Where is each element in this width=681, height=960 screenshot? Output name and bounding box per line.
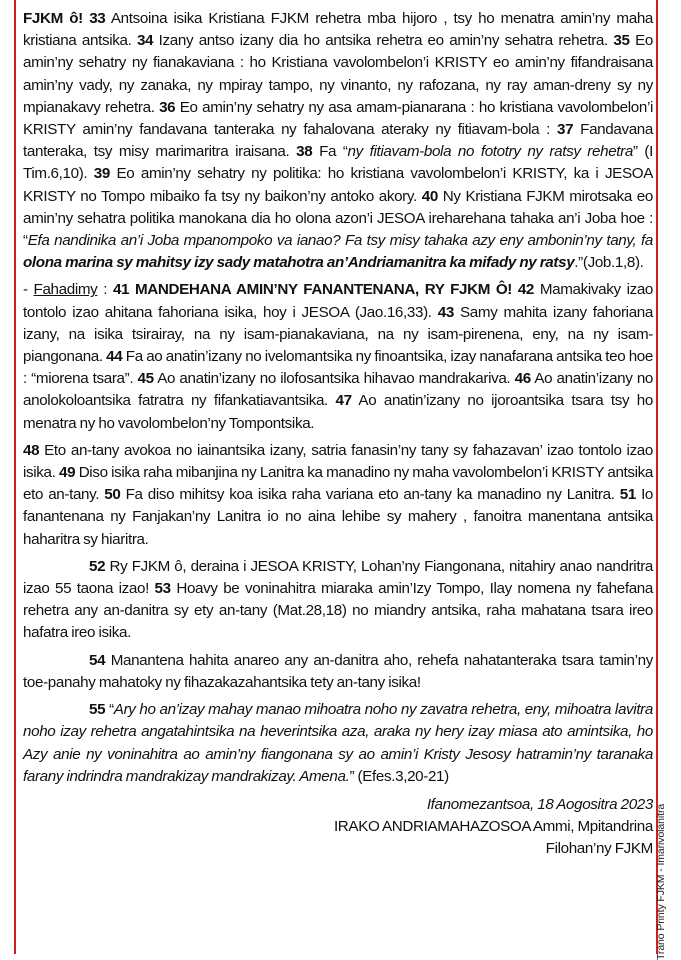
verse-text: Eo amin’ny sehatry ny politika: ho kristiana vavolombelon’i KRISTY, ka i JESOA KRISTY no Tompo mibaiko fa tsy ny baikon’ny antoko akory. (23, 165, 653, 205)
verse-text: Eo amin’ny sehatry ny fianakaviana : ho Kristiana vavolombelon’i KRISTY eo amin’ny fifandraisana amin’ny vady, ny zanaka, ny mpiray tampo, ny vinanto, ny rafozana, ny ray aman-dreny sy ny mpianakavy rehetra. (23, 32, 653, 116)
verse-text: Diso isika raha mibanjina ny Lanitra ka manadino ny maha vavolombelon’i KRISTY antsika eto an-tany. (23, 464, 654, 504)
verse-number: 38 (296, 143, 313, 161)
paragraph-54 (23, 650, 653, 694)
verse-number: 47 (335, 392, 352, 410)
verse-number: 33 (89, 10, 106, 27)
scripture-reference: .”(Job.1,8). (574, 254, 644, 272)
verse-text: Fa diso mihitsy koa isika raha variana eto an-tany ka manadino ny Lanitra. (125, 486, 615, 504)
verse-number: 34 (136, 32, 154, 50)
verse-number: 45 (137, 370, 154, 388)
verse-text: Ny Kristiana FJKM mirotsaka eo amin’ny sehatra politika manokana dia ho olona azon’i JESOA ireharehana tahaka an’i Joba hoe : “ (23, 187, 653, 250)
scripture-reference: ” (Efes.3,20-21) (349, 767, 449, 785)
section-heading: MANDEHANA AMIN’NY FANANTENANA, RY FJKM Ô! (134, 281, 512, 299)
verse-number: 35 (613, 32, 630, 50)
section-dash: - (23, 281, 34, 299)
verse-text: Hoavy be voninahitra miaraka amin’Izy Tompo, Ilay nomena ny fahefana rehetra any an-danitra sy ety an-tany (Mat.28,18) no miandry antsika, raha mahatana tsara ireo hafatra ireo isika. (23, 580, 653, 642)
verse-text: Ao anatin’izany no anolokoloantsika fatratra ny fifankatiavantsika. (23, 370, 654, 410)
verse-text: Ry FJKM ô, deraina i JESOA KRISTY, Lohan’ny Fiangonana, nitahiry anao nandritra izao 55 taona izao! (23, 557, 653, 598)
scripture-quote: ny fitiavam-bola no fototry ny ratsy rehetra (347, 143, 633, 161)
verse-text: Ao anatin’izany no ilofosantsika hihavao mandrakariva. (157, 370, 511, 388)
signature-name: IRAKO ANDRIAMAHAZOSOA Ammi, Mpitandrina (333, 818, 653, 836)
section-label: Fahadimy (33, 281, 98, 299)
scripture-quote-emphasis: olona marina sy mahitsy izy sady matahotra an’Andriamanitra ka mifady ny ratsy (23, 254, 575, 272)
verse-number: 40 (421, 187, 438, 205)
paragraph-33-40 (23, 8, 653, 274)
verse-text: Io fanantenana ny Fanjakan’ny Lanitra io no aina lehibe sy mahery , fanoitra manentana antsika haharitra sy hiaritra. (23, 486, 654, 548)
scripture-reference: ” (I Tim.6,10). (23, 143, 654, 183)
scripture-quote: Efa nandinika an’i Joba mpanompoko va ianao? Fa tsy misy tahaka azy eny ambonin’ny tany, fa (27, 232, 653, 250)
verse-text: Mamakivaky izao tontolo izao ahitana fahoriana isika, hoy i JESOA (Jao.16,33). (23, 281, 654, 321)
verse-number: 55 (89, 701, 106, 719)
opening-exclamation: FJKM ô! (23, 10, 83, 27)
verse-text: “ (109, 701, 114, 719)
verse-number: 49 (59, 464, 76, 482)
document-body (23, 8, 653, 861)
verse-text: Eo amin’ny sehatry ny asa amam-pianarana : ho kristiana vavolombelon’i KRISTY amin’ny fandavana tanteraka ny fahalovana ateraky ny fitiavam-bola : (23, 98, 654, 139)
verse-number: 41 (112, 281, 130, 299)
paragraph-55 (23, 699, 653, 788)
verse-number: 39 (93, 165, 110, 183)
paragraph-48-51 (23, 440, 653, 551)
printer-credit: Trano Printy FJKM - Imarivolanitra (655, 803, 667, 960)
verse-number: 46 (514, 370, 531, 388)
verse-text: Antsoina isika Kristiana FJKM rehetra mba hijoro , tsy ho menatra amin’ny maha kristiana antsika. (23, 10, 654, 50)
verse-text: Fandavana tanteraka, tsy misy marimaritra iraisana. (23, 121, 654, 161)
verse-number: 50 (104, 486, 121, 504)
verse-text: Manantena hahita anareo any an-danitra aho, rehefa nahatanteraka tsara tamin’ny toe-panahy mahatoky ny fihazakazahantsika tety an-tany isika! (23, 651, 654, 691)
verse-text: Ao anatin’izany no ijoroantsika tsara tsy ho menatra ny ho vavolombelon’ny Tompontsika. (23, 392, 654, 432)
paragraph-52-53 (23, 556, 653, 645)
verse-number: 42 (517, 281, 535, 299)
verse-number: 37 (557, 121, 574, 139)
verse-number: 48 (23, 441, 40, 459)
verse-number: 53 (154, 580, 171, 598)
signature-date: Ifanomezantsoa, 18 Aogositra 2023 (426, 795, 653, 813)
verse-text: Fa “ (319, 143, 348, 161)
verse-number: 51 (619, 486, 636, 504)
verse-number: 43 (437, 303, 454, 321)
paragraph-41-47 (23, 279, 653, 434)
signature-role: Filohan’ny FJKM (545, 840, 653, 858)
scripture-quote: Ary ho an’izay mahay manao mihoatra noho ny zavatra rehetra, eny, mihoatra lavitra noho izay rehetra angatahintsika na heverintsika aza, araka ny hery izay miasa ato amintsika, ho Azy anie ny voninahitra ao amin’ny fiangonana sy ao amin’i Kristy Jesosy hatramin’ny taranaka farany indrindra mandrakizay mandrakizay. Amena. (23, 701, 653, 785)
verse-number: 54 (89, 651, 106, 669)
verse-text: Fa ao anatin’izany no ivelomantsika ny finoantsika, izay nanafarana antsika teo hoe : “miorena tsara”. (23, 348, 653, 388)
verse-number: 52 (89, 557, 106, 575)
verse-number: 36 (159, 98, 176, 116)
verse-text: Eto an-tany avokoa no iainantsika izany, satria fanasin’ny tany sy fahazavan’ izao tontolo izao isika. (23, 441, 654, 482)
verse-text: Izany antso izany dia ho antsika rehetra eo amin’ny sehatra rehetra. (158, 32, 608, 50)
verse-text: Samy mahita izany fahoriana izany, na isika tsirairay, na ny isam-pianakaviana, na ny isam-pirenena, eny, na ny isam-piangonana. (23, 303, 653, 366)
section-colon: : (97, 281, 108, 299)
verse-number: 44 (106, 348, 123, 366)
